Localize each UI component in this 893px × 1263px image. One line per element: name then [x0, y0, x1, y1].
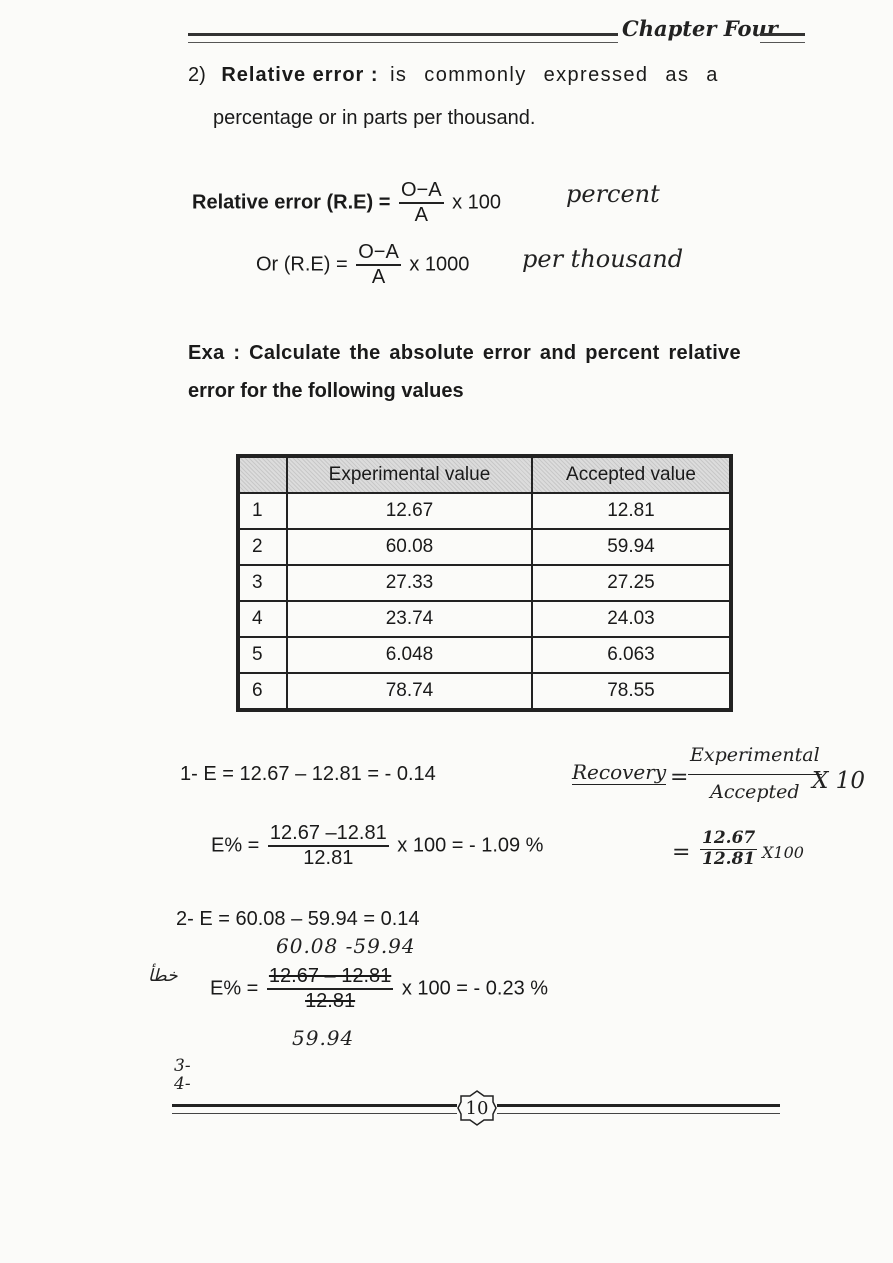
re-multiplier: x 100: [452, 191, 502, 214]
recovery-2-numerator: 12.67: [702, 828, 756, 848]
table-row: [238, 529, 731, 565]
accepted-value: 12.81: [532, 493, 731, 529]
table-row: [238, 637, 731, 673]
experimental-value: 23.74: [287, 601, 532, 637]
or-numerator: O−A: [356, 242, 401, 266]
row-index: 1: [238, 493, 287, 529]
handwritten-item-4: 4-: [174, 1074, 191, 1094]
recovery-fraction: [688, 746, 822, 803]
recovery-frac: [688, 746, 822, 803]
handwritten-percent: percent: [566, 180, 660, 208]
section-heading: [188, 64, 719, 87]
handwritten-recovery: [572, 760, 666, 784]
handwritten-item-3: 3-: [174, 1056, 191, 1076]
handwritten-below-denominator: 59.94: [292, 1026, 355, 1050]
example-line-1: Exa : Calculate the absolute error and percent relative: [188, 342, 741, 364]
row-index: 2: [238, 529, 287, 565]
accepted-value: 59.94: [532, 529, 731, 565]
s1-fraction: [268, 823, 389, 869]
re-label: Relative error (R.E) =: [192, 191, 391, 214]
section-desc-2: percentage or in parts per thousand.: [213, 107, 536, 129]
table-row: [238, 493, 731, 529]
table-row: [238, 565, 731, 601]
section-desc-1: is commonly expressed as a: [390, 64, 719, 86]
solution-1-percent: [211, 823, 543, 869]
s2-pct-label: E% =: [210, 977, 259, 1000]
header-rule-end: [760, 33, 805, 43]
s1-denominator: 12.81: [303, 847, 354, 869]
s2-numerator: 12.67 – 12.81: [267, 966, 393, 990]
or-label: [256, 253, 353, 275]
recovery-multiplier: X 10: [812, 768, 865, 794]
row-index: 6: [238, 673, 287, 710]
recovery-numerator: Experimental: [688, 746, 822, 775]
header-experimental: Experimental value: [287, 456, 532, 493]
footer-rule-right: [497, 1104, 780, 1114]
s2-tail: x 100 = - 0.23 %: [401, 977, 549, 1000]
s1-tail: x 100 = - 1.09 %: [397, 834, 544, 857]
experimental-value: 27.33: [287, 565, 532, 601]
re-denominator: A: [414, 204, 428, 226]
row-index: 4: [238, 601, 287, 637]
recovery-denominator: Accepted: [710, 780, 800, 803]
s2-denominator: 12.81: [305, 990, 356, 1012]
footer-rule-left: [172, 1104, 457, 1114]
or-fraction: [356, 242, 401, 288]
recovery-2-frac: [700, 830, 757, 869]
relative-error-per-thousand: [256, 242, 469, 288]
accepted-value: 6.063: [532, 637, 731, 673]
header-accepted: Accepted value: [532, 456, 731, 493]
accepted-value: 27.25: [532, 565, 731, 601]
row-index: 5: [238, 637, 287, 673]
page-number: 10: [465, 1097, 489, 1119]
solution-1-error: 1- E = 12.67 – 12.81 = - 0.14: [180, 763, 436, 785]
handwritten-per-thousand: per thousand: [522, 245, 684, 273]
s1-pct-label: E% =: [211, 834, 260, 857]
handwritten-above-numerator: 60.08 -59.94: [276, 934, 416, 958]
header-rule: [188, 33, 618, 43]
row-index: 3: [238, 565, 287, 601]
section-number: 2): [188, 64, 206, 86]
or-label-text: Or (R.E) =: [256, 253, 348, 276]
experimental-value: 12.67: [287, 493, 532, 529]
or-denominator: A: [371, 266, 386, 288]
values-table: [236, 454, 733, 712]
s1-numerator: 12.67 –12.81: [268, 823, 389, 847]
experimental-value: 78.74: [287, 673, 532, 710]
section-term: Relative error :: [221, 64, 379, 86]
recovery-equals: =: [670, 765, 689, 790]
header-index: [238, 456, 287, 493]
recovery-label: Recovery: [572, 760, 667, 784]
re-fraction: [399, 180, 444, 226]
recovery-2-denominator: 12.81: [702, 848, 756, 869]
recovery-2-multiplier: X100: [762, 843, 804, 862]
or-multiplier: x 1000: [409, 253, 470, 276]
solution-2-percent: [210, 966, 548, 1012]
chapter-title: Chapter Four: [622, 16, 778, 41]
re-numerator: O−A: [399, 180, 444, 204]
recovery-2-equals: =: [672, 840, 691, 865]
experimental-value: 60.08: [287, 529, 532, 565]
recovery-2-fraction: [700, 830, 757, 869]
solution-2-error: 2- E = 60.08 – 59.94 = 0.14: [176, 908, 420, 930]
handwritten-margin-mark: خطأ: [148, 966, 178, 986]
page-number-badge: [457, 1090, 497, 1126]
s2-fraction: [267, 966, 393, 1012]
table-row: [238, 601, 731, 637]
example-line-2: error for the following values: [188, 380, 464, 402]
experimental-value: 6.048: [287, 637, 532, 673]
accepted-value: 24.03: [532, 601, 731, 637]
relative-error-formula: [192, 180, 501, 226]
table-row: [238, 673, 731, 710]
accepted-value: 78.55: [532, 673, 731, 710]
table-header-row: [238, 456, 731, 493]
